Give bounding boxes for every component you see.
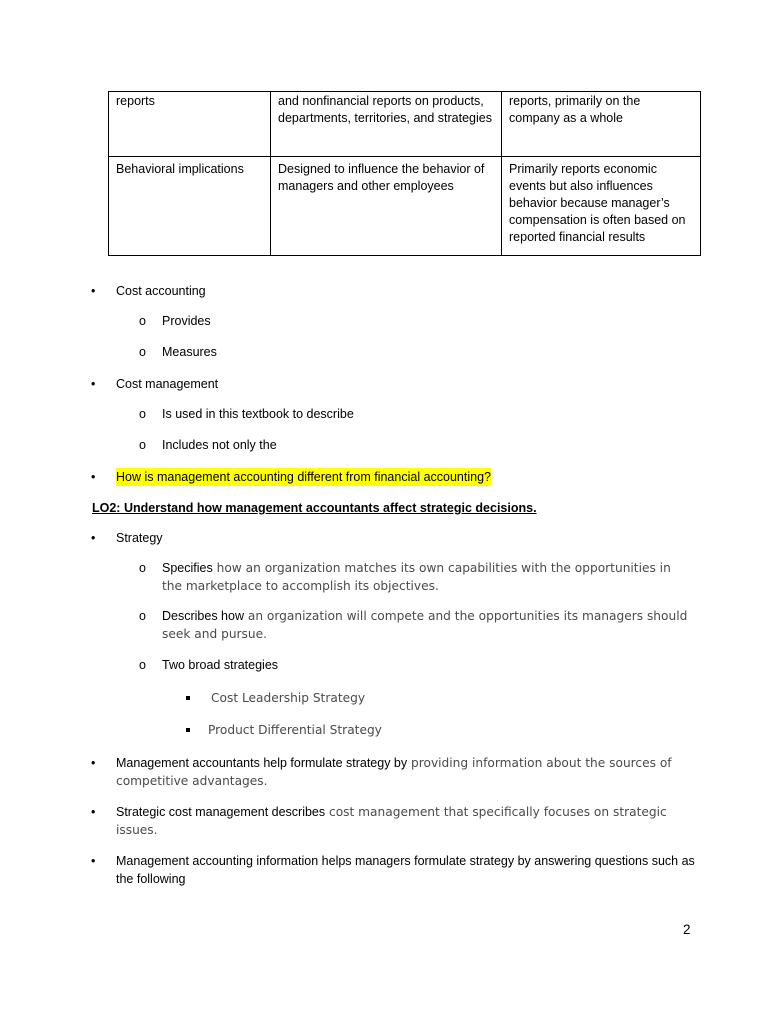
sub-item-specifies	[162, 559, 692, 595]
table-cell: and nonfinancial reports on products, departments, territories, and strategies	[271, 92, 502, 157]
bullet-rest: cost management that specifically focuses on strategic issues.	[116, 805, 667, 837]
table-cell: reports, primarily on the company as a whole	[502, 92, 701, 157]
sub-item-describes	[162, 607, 692, 643]
bullet-help-formulate	[116, 754, 696, 790]
comparison-table	[108, 91, 701, 256]
bullet-rest: providing information about the sources of competitive advantages.	[116, 756, 672, 788]
bullet-icon: •	[91, 470, 96, 484]
page-number: 2	[683, 922, 691, 937]
sub-bullet-icon: o	[139, 561, 146, 575]
square-bullet-icon	[186, 728, 190, 732]
bullet-icon: •	[91, 531, 96, 545]
bullet-cost-accounting: Cost accounting	[116, 284, 206, 298]
specifies-lead: Specifies	[162, 561, 213, 575]
square-bullet-icon	[186, 696, 190, 700]
sub-bullet-icon: o	[139, 314, 146, 328]
bullet-icon: •	[91, 284, 96, 298]
bullet-cost-management: Cost management	[116, 377, 219, 391]
sub-bullet-icon: o	[139, 407, 146, 421]
section-heading-lo2: LO2: Understand how management accountants affect strategic decisions.	[92, 501, 537, 515]
sub-item-provides: Provides	[162, 314, 211, 328]
highlighted-question: How is management accounting different from financial accounting?	[116, 470, 491, 484]
table-cell: Primarily reports economic events but also influences behavior because manager’s compensation is often based on reported financial results	[502, 157, 701, 256]
bullet-info-helps	[116, 852, 696, 888]
strategy-cost-leadership: Cost Leadership Strategy	[211, 691, 366, 705]
sub-bullet-icon: o	[139, 658, 146, 672]
sub-item-includes: Includes not only the	[162, 438, 277, 452]
table-cell: Behavioral implications	[109, 157, 271, 256]
table-row	[109, 92, 701, 157]
sub-bullet-icon: o	[139, 438, 146, 452]
describes-text: an organization will compete and the opportunities its managers should seek and pursue.	[162, 609, 688, 641]
bullet-strategic-cost	[116, 803, 696, 839]
strategy-product-differential: Product Differential Strategy	[208, 723, 382, 737]
sub-item-two-broad: Two broad strategies	[162, 658, 279, 672]
table-cell: Designed to influence the behavior of managers and other employees	[271, 157, 502, 256]
bullet-icon: •	[91, 377, 96, 391]
describes-lead: Describes how	[162, 609, 244, 623]
sub-bullet-icon: o	[139, 609, 146, 623]
sub-item-textbook: Is used in this textbook to describe	[162, 407, 354, 421]
bullet-icon: •	[91, 805, 96, 819]
bullet-lead: Management accounting information helps managers formulate strategy by answering questions such as the following	[116, 854, 695, 886]
specifies-text: how an organization matches its own capabilities with the opportunities in the marketplace to accomplish its objectives.	[162, 561, 671, 593]
bullet-strategy: Strategy	[116, 531, 163, 545]
table-cell: reports	[109, 92, 271, 157]
sub-item-measures: Measures	[162, 345, 217, 359]
sub-bullet-icon: o	[139, 345, 146, 359]
table-row	[109, 157, 701, 256]
bullet-icon: •	[91, 854, 96, 868]
bullet-lead: Strategic cost management describes	[116, 805, 326, 819]
bullet-lead: Management accountants help formulate strategy by	[116, 756, 408, 770]
bullet-icon: •	[91, 756, 96, 770]
